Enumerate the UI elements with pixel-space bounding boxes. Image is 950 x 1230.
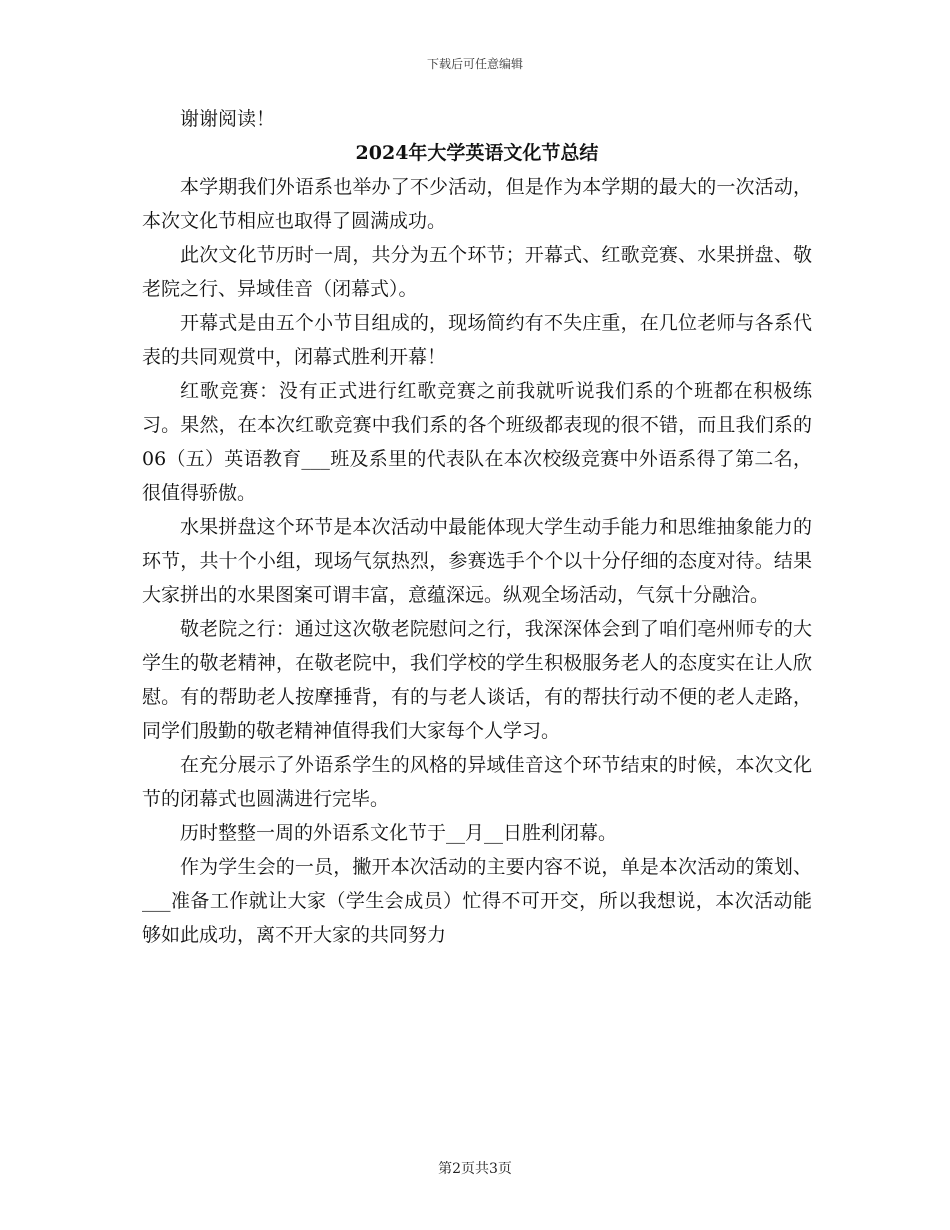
document-title: 2024年大学英语文化节总结 (355, 142, 599, 164)
paragraph-1: 本学期我们外语系也举办了不少活动，但是作为本学期的最大的一次活动，本次文化节相应也取得了圆满成功。 (142, 176, 812, 232)
intro-line: 谢谢阅读！ (180, 108, 276, 130)
paragraph-7: 在充分展示了外语系学生的风格的异域佳音这个环节结束的时候，本次文化节的闭幕式也圆满进行完毕。 (142, 754, 812, 810)
paragraph-8: 历时整整一周的外语系文化节于__月__日胜利闭幕。 (180, 822, 618, 844)
paragraph-2: 此次文化节历时一周，共分为五个环节；开幕式、红歌竞赛、水果拼盘、敬老院之行、异域佳音（闭幕式）。 (142, 244, 812, 300)
paragraph-5: 水果拼盘这个环节是本次活动中最能体现大学生动手能力和思维抽象能力的环节，共十个小组，现场气氛热烈，参赛选手个个以十分仔细的态度对待。结果大家拼出的水果图案可谓丰富，意蕴深远。纵观全场活动，气氛十分融洽。 (142, 516, 812, 606)
paragraph-3: 开幕式是由五个小节目组成的，现场简约有不失庄重，在几位老师与各系代表的共同观赏中，闭幕式胜利开幕！ (142, 312, 812, 368)
document-body (142, 102, 812, 952)
page-header: 下载后可任意编辑 (426, 57, 523, 71)
paragraph-4: 红歌竞赛：没有正式进行红歌竞赛之前我就听说我们系的个班都在积极练习。果然，在本次红歌竞赛中我们系的各个班级都表现的很不错，而且我们系的06（五）英语教育___班及系里的代表队在本次校级竞赛中外语系得了第二名，很值得骄傲。 (142, 380, 812, 504)
paragraph-9: 作为学生会的一员，撇开本次活动的主要内容不说，单是本次活动的策划、___准备工作就让大家（学生会成员）忙得不可开交，所以我想说，本次活动能够如此成功，离不开大家的共同努力 (142, 856, 812, 946)
paragraph-6: 敬老院之行：通过这次敬老院慰问之行，我深深体会到了咱们亳州师专的大学生的敬老精神，在敬老院中，我们学校的学生积极服务老人的态度实在让人欣慰。有的帮助老人按摩捶背，有的与老人谈话，有的帮扶行动不便的老人走路，同学们殷勤的敬老精神值得我们大家每个人学习。 (142, 618, 812, 742)
page-footer: 第2页共3页 (438, 1161, 512, 1177)
